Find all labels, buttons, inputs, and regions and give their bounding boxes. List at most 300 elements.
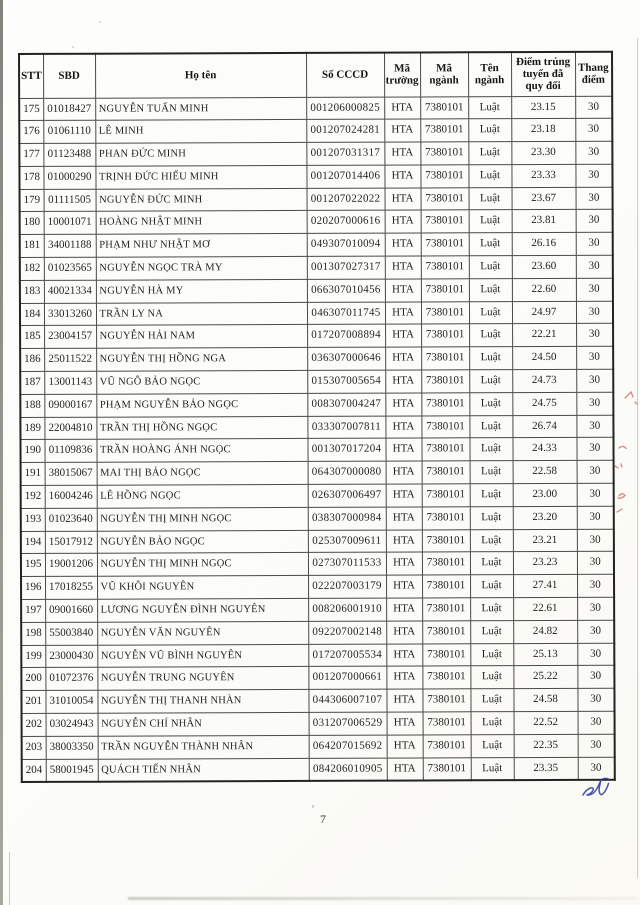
- cell-stt: 188: [20, 394, 44, 417]
- cell-diem: 22.35: [514, 734, 578, 757]
- cell-ma_truong: HTA: [386, 530, 422, 553]
- cell-stt: 193: [21, 508, 45, 531]
- column-header-ma_truong: Mã trường: [384, 52, 420, 96]
- cell-ma_nganh: 7380101: [423, 757, 471, 780]
- cell-stt: 182: [20, 257, 44, 280]
- cell-sbd: 17018255: [45, 576, 97, 599]
- scan-left-edge-shadow: [0, 0, 3, 905]
- cell-sbd: 01061110: [43, 121, 95, 144]
- cell-sbd: 23000430: [45, 645, 97, 668]
- cell-diem: 23.15: [511, 96, 575, 119]
- column-header-sbd: SBD: [43, 54, 95, 98]
- cell-ten_nganh: Luật: [470, 461, 513, 484]
- cell-ma_truong: HTA: [386, 575, 422, 598]
- cell-sbd: 22004810: [44, 417, 96, 440]
- cell-ten_nganh: Luật: [471, 712, 514, 735]
- cell-ten_nganh: Luật: [471, 734, 514, 757]
- table-row: [20, 187, 613, 212]
- table-row: [21, 620, 614, 645]
- cell-so_cccd: 092207002148: [308, 621, 386, 644]
- cell-stt: 197: [21, 599, 45, 622]
- cell-ho_ten: NGUYỄN HÀ MY: [96, 279, 307, 303]
- cell-ma_truong: HTA: [384, 142, 420, 165]
- cell-ma_nganh: 7380101: [421, 415, 469, 438]
- cell-so_cccd: 020207000616: [307, 211, 385, 234]
- cell-ho_ten: NGUYỄN VĂN NGUYÊN: [97, 621, 308, 645]
- cell-so_cccd: 044306007107: [308, 689, 386, 712]
- cell-diem: 24.82: [513, 620, 577, 643]
- cell-stt: 176: [19, 121, 43, 144]
- table-row: [21, 506, 614, 531]
- scan-bottom-smudge: [128, 897, 636, 900]
- cell-sbd: 34001188: [44, 234, 96, 257]
- cell-so_cccd: 001207024281: [306, 119, 384, 142]
- cell-diem: 22.52: [514, 711, 578, 734]
- cell-ma_truong: HTA: [386, 552, 422, 575]
- cell-ma_truong: HTA: [386, 689, 422, 712]
- table-row: [21, 643, 614, 668]
- cell-diem: 25.22: [513, 666, 577, 689]
- cell-so_cccd: 046307011745: [307, 302, 385, 325]
- cell-stt: 204: [22, 759, 46, 782]
- cell-sbd: 01111505: [44, 189, 96, 212]
- cell-sbd: 33013260: [44, 303, 96, 326]
- cell-ma_nganh: 7380101: [422, 598, 470, 621]
- cell-thang_diem: 30: [576, 324, 613, 347]
- cell-ten_nganh: Luật: [470, 506, 513, 529]
- cell-thang_diem: 30: [575, 141, 612, 164]
- cell-so_cccd: 033307007811: [307, 416, 385, 439]
- cell-diem: 23.81: [512, 210, 576, 233]
- cell-diem: 23.00: [513, 483, 577, 506]
- cell-ma_nganh: 7380101: [421, 370, 469, 393]
- cell-ten_nganh: Luật: [469, 370, 512, 393]
- cell-ten_nganh: Luật: [469, 392, 512, 415]
- cell-stt: 191: [21, 463, 45, 486]
- cell-sbd: 01109836: [44, 440, 96, 463]
- cell-ho_ten: LƯƠNG NGUYỄN ĐÌNH NGUYÊN: [97, 598, 308, 622]
- cell-ma_nganh: 7380101: [422, 689, 470, 712]
- cell-so_cccd: 038307000984: [308, 507, 386, 530]
- cell-sbd: 15017912: [45, 531, 97, 554]
- table-row: [20, 278, 613, 303]
- cell-ma_nganh: 7380101: [422, 666, 470, 689]
- table-row: [21, 574, 614, 599]
- cell-sbd: 01023640: [45, 508, 97, 531]
- cell-stt: 177: [19, 143, 43, 166]
- cell-so_cccd: 027307011533: [308, 553, 386, 576]
- cell-ten_nganh: Luật: [469, 256, 512, 279]
- table-row: [20, 438, 613, 463]
- cell-thang_diem: 30: [576, 415, 613, 438]
- cell-stt: 189: [20, 417, 44, 440]
- cell-ten_nganh: Luật: [469, 278, 512, 301]
- cell-so_cccd: 001207014406: [306, 165, 384, 188]
- table-row: [21, 460, 614, 485]
- cell-ho_ten: TRỊNH ĐỨC HIẾU MINH: [95, 165, 306, 189]
- cell-sbd: 01000290: [43, 166, 95, 189]
- cell-stt: 195: [21, 554, 45, 577]
- cell-ten_nganh: Luật: [469, 438, 512, 461]
- table-row: [19, 141, 612, 166]
- table-row: [20, 415, 613, 440]
- table-row: [20, 232, 613, 257]
- table-row: [21, 688, 614, 713]
- table-row: [20, 324, 613, 349]
- cell-thang_diem: 30: [577, 620, 614, 643]
- cell-so_cccd: 022207003179: [308, 575, 386, 598]
- cell-stt: 198: [21, 622, 45, 645]
- cell-thang_diem: 30: [576, 301, 613, 324]
- cell-sbd: 01123488: [43, 143, 95, 166]
- cell-so_cccd: 036307000646: [307, 347, 385, 370]
- cell-ho_ten: PHẠM NGUYỄN BẢO NGỌC: [96, 393, 307, 417]
- cell-so_cccd: 001207000661: [308, 667, 386, 690]
- cell-so_cccd: 064307000080: [308, 461, 386, 484]
- cell-thang_diem: 30: [577, 552, 614, 575]
- cell-thang_diem: 30: [576, 369, 613, 392]
- cell-ma_truong: HTA: [385, 438, 421, 461]
- cell-ten_nganh: Luật: [468, 119, 511, 142]
- cell-diem: 25.13: [513, 643, 577, 666]
- cell-diem: 23.33: [511, 164, 575, 187]
- cell-sbd: 25011522: [44, 348, 96, 371]
- admission-results-table-wrap: [18, 51, 614, 784]
- cell-ma_nganh: 7380101: [421, 393, 469, 416]
- scan-left-edge-line: [9, 852, 11, 905]
- cell-ma_nganh: 7380101: [421, 279, 469, 302]
- cell-ho_ten: NGUYỄN TRUNG NGUYÊN: [97, 667, 308, 691]
- cell-ho_ten: MAI THỊ BẢO NGỌC: [97, 462, 308, 486]
- cell-thang_diem: 30: [576, 232, 613, 255]
- cell-stt: 199: [21, 645, 45, 668]
- cell-so_cccd: 026307006497: [308, 484, 386, 507]
- cell-ma_truong: HTA: [385, 279, 421, 302]
- cell-sbd: 01072376: [45, 668, 97, 691]
- column-header-stt: STT: [19, 54, 43, 98]
- page-number: 7: [320, 812, 326, 826]
- cell-stt: 190: [20, 440, 44, 463]
- cell-ma_nganh: 7380101: [420, 142, 468, 165]
- cell-ma_truong: HTA: [386, 598, 422, 621]
- cell-ho_ten: TRẦN THỊ HỒNG NGỌC: [96, 416, 307, 440]
- cell-ho_ten: NGUYỄN THỊ MINH NGỌC: [97, 553, 308, 577]
- cell-ho_ten: PHẠM NHƯ NHẬT MƠ: [96, 234, 307, 258]
- cell-ho_ten: TRẦN LY NA: [96, 302, 307, 326]
- cell-stt: 200: [21, 668, 45, 691]
- cell-ma_truong: HTA: [387, 758, 423, 781]
- table-row: [21, 529, 614, 554]
- cell-ma_nganh: 7380101: [421, 301, 469, 324]
- cell-stt: 175: [19, 98, 43, 121]
- cell-thang_diem: 30: [575, 119, 612, 142]
- cell-thang_diem: 30: [577, 483, 614, 506]
- cell-ma_nganh: 7380101: [421, 187, 469, 210]
- cell-so_cccd: 066307010456: [307, 279, 385, 302]
- cell-ten_nganh: Luật: [470, 643, 513, 666]
- cell-ma_nganh: 7380101: [421, 438, 469, 461]
- cell-stt: 180: [20, 212, 44, 235]
- cell-sbd: 09000167: [44, 394, 96, 417]
- cell-diem: 24.50: [512, 347, 576, 370]
- cell-ho_ten: NGUYỄN BẢO NGỌC: [97, 530, 308, 554]
- cell-so_cccd: 025307009611: [308, 530, 386, 553]
- cell-ma_truong: HTA: [385, 302, 421, 325]
- cell-ma_nganh: 7380101: [422, 529, 470, 552]
- cell-diem: 23.30: [511, 141, 575, 164]
- cell-ma_truong: HTA: [385, 416, 421, 439]
- cell-ma_nganh: 7380101: [421, 324, 469, 347]
- cell-thang_diem: 30: [576, 187, 613, 210]
- cell-so_cccd: 031207006529: [309, 712, 387, 735]
- cell-ma_truong: HTA: [385, 370, 421, 393]
- cell-thang_diem: 30: [577, 574, 614, 597]
- column-header-so_cccd: Số CCCD: [306, 53, 384, 97]
- cell-diem: 22.58: [513, 461, 577, 484]
- table-row: [22, 757, 615, 783]
- cell-ten_nganh: Luật: [470, 689, 513, 712]
- cell-ma_nganh: 7380101: [423, 712, 471, 735]
- column-header-ten_nganh: Tên ngành: [468, 52, 511, 96]
- cell-sbd: 01018427: [43, 98, 95, 121]
- cell-ho_ten: TRẦN NGUYỄN THÀNH NHÂN: [98, 735, 309, 759]
- cell-so_cccd: 015307005654: [307, 370, 385, 393]
- cell-stt: 202: [22, 713, 46, 736]
- cell-diem: 23.23: [513, 552, 577, 575]
- scan-speck: [99, 21, 101, 23]
- cell-ma_truong: HTA: [386, 461, 422, 484]
- column-header-thang_diem: Thang điểm: [575, 52, 612, 96]
- table-row: [20, 392, 613, 417]
- cell-ma_truong: HTA: [386, 666, 422, 689]
- cell-thang_diem: 30: [576, 438, 613, 461]
- cell-diem: 27.41: [513, 575, 577, 598]
- cell-thang_diem: 30: [576, 346, 613, 369]
- cell-thang_diem: 30: [577, 643, 614, 666]
- cell-thang_diem: 30: [578, 734, 615, 757]
- cell-thang_diem: 30: [575, 164, 612, 187]
- cell-diem: 24.58: [513, 689, 577, 712]
- cell-ho_ten: NGUYỄN CHÍ NHÂN: [98, 712, 309, 736]
- table-row: [19, 96, 612, 121]
- margin-handwriting-marks-ink: [610, 386, 640, 536]
- cell-diem: 22.61: [513, 597, 577, 620]
- cell-sbd: 58001945: [46, 759, 98, 782]
- cell-diem: 23.20: [513, 506, 577, 529]
- cell-stt: 185: [20, 326, 44, 349]
- cell-thang_diem: 30: [577, 529, 614, 552]
- cell-ho_ten: NGUYỄN ĐỨC MINH: [96, 188, 307, 212]
- cell-ma_nganh: 7380101: [420, 165, 468, 188]
- cell-ma_nganh: 7380101: [422, 643, 470, 666]
- table-row: [21, 597, 614, 622]
- table-row: [22, 711, 615, 736]
- table-row: [20, 346, 613, 371]
- table-row: [19, 119, 612, 144]
- cell-ten_nganh: Luật: [470, 484, 513, 507]
- cell-ho_ten: QUÁCH TIẾN NHÂN: [98, 758, 309, 782]
- cell-ho_ten: NGUYỄN THỊ HỒNG NGA: [96, 348, 307, 372]
- table-row: [20, 210, 613, 235]
- cell-ten_nganh: Luật: [468, 96, 511, 119]
- scan-speck: [72, 46, 74, 48]
- header-row: [19, 52, 612, 98]
- cell-ho_ten: NGUYỄN HẢI NAM: [96, 325, 307, 349]
- cell-so_cccd: 001307017204: [307, 439, 385, 462]
- cell-ma_truong: HTA: [384, 119, 420, 142]
- cell-sbd: 55003840: [45, 622, 97, 645]
- cell-thang_diem: 30: [576, 392, 613, 415]
- cell-sbd: 01023565: [44, 257, 96, 280]
- cell-ma_truong: HTA: [385, 324, 421, 347]
- cell-so_cccd: 049307010094: [307, 233, 385, 256]
- cell-ma_truong: HTA: [385, 256, 421, 279]
- cell-ten_nganh: Luật: [470, 598, 513, 621]
- cell-stt: 181: [20, 235, 44, 258]
- cell-diem: 23.35: [514, 757, 578, 781]
- cell-stt: 201: [21, 691, 45, 714]
- cell-so_cccd: 084206010905: [309, 758, 387, 782]
- cell-thang_diem: 30: [576, 255, 613, 278]
- cell-ma_truong: HTA: [386, 644, 422, 667]
- table-row: [20, 255, 613, 280]
- cell-stt: 187: [20, 371, 44, 394]
- cell-diem: 23.67: [512, 187, 576, 210]
- cell-diem: 22.60: [512, 278, 576, 301]
- cell-ma_truong: HTA: [387, 735, 423, 758]
- cell-so_cccd: 008307004247: [307, 393, 385, 416]
- cell-ho_ten: NGUYỄN THỊ MINH NGỌC: [97, 507, 308, 531]
- table-row: [20, 369, 613, 394]
- cell-diem: 26.16: [512, 233, 576, 256]
- cell-stt: 192: [21, 485, 45, 508]
- cell-diem: 22.21: [512, 324, 576, 347]
- cell-ten_nganh: Luật: [469, 187, 512, 210]
- cell-ma_truong: HTA: [385, 347, 421, 370]
- cell-diem: 23.60: [512, 255, 576, 278]
- scan-speck: [312, 805, 314, 808]
- cell-ten_nganh: Luật: [469, 210, 512, 233]
- cell-sbd: 10001071: [44, 212, 96, 235]
- cell-ho_ten: HOÀNG NHẬT MINH: [96, 211, 307, 235]
- cell-ma_nganh: 7380101: [421, 233, 469, 256]
- cell-stt: 186: [20, 349, 44, 372]
- cell-ma_truong: HTA: [386, 621, 422, 644]
- cell-ma_nganh: 7380101: [422, 461, 470, 484]
- cell-so_cccd: 001307027317: [307, 256, 385, 279]
- cell-ho_ten: NGUYỄN TUẤN MINH: [95, 97, 306, 121]
- cell-ho_ten: PHAN ĐỨC MINH: [95, 142, 306, 166]
- cell-sbd: 31010054: [45, 690, 97, 713]
- cell-sbd: 16004246: [45, 485, 97, 508]
- cell-diem: 24.33: [512, 438, 576, 461]
- cell-thang_diem: 30: [576, 278, 613, 301]
- cell-ma_truong: HTA: [385, 393, 421, 416]
- cell-ten_nganh: Luật: [470, 620, 513, 643]
- table-row: [22, 734, 615, 759]
- cell-ma_nganh: 7380101: [422, 621, 470, 644]
- cell-thang_diem: 30: [578, 711, 615, 734]
- column-header-ma_nganh: Mã ngành: [420, 52, 468, 96]
- cell-ho_ten: VŨ NGÔ BẢO NGỌC: [96, 370, 307, 394]
- cell-diem: 23.18: [511, 119, 575, 142]
- cell-diem: 24.97: [512, 301, 576, 324]
- cell-ma_nganh: 7380101: [423, 735, 471, 758]
- cell-thang_diem: 30: [577, 688, 614, 711]
- cell-thang_diem: 30: [577, 666, 614, 689]
- cell-ma_truong: HTA: [385, 233, 421, 256]
- cell-sbd: 40021334: [44, 280, 96, 303]
- cell-stt: 194: [21, 531, 45, 554]
- cell-so_cccd: 008206001910: [308, 598, 386, 621]
- cell-stt: 178: [19, 166, 43, 189]
- cell-ho_ten: NGUYỄN THỊ THANH NHÀN: [97, 690, 308, 714]
- cell-ten_nganh: Luật: [469, 233, 512, 256]
- cell-ma_nganh: 7380101: [420, 119, 468, 142]
- cell-sbd: 19001206: [45, 554, 97, 577]
- cell-thang_diem: 30: [575, 96, 612, 119]
- table-row: [19, 164, 612, 189]
- cell-ten_nganh: Luật: [468, 164, 511, 187]
- cell-diem: 23.21: [513, 529, 577, 552]
- cell-sbd: 38003350: [46, 736, 98, 759]
- cell-sbd: 38015067: [45, 462, 97, 485]
- cell-ma_truong: HTA: [385, 210, 421, 233]
- cell-ma_nganh: 7380101: [422, 484, 470, 507]
- cell-diem: 26.74: [512, 415, 576, 438]
- cell-ma_truong: HTA: [385, 188, 421, 211]
- cell-ten_nganh: Luật: [470, 552, 513, 575]
- cell-ho_ten: LÊ MINH: [95, 120, 306, 144]
- cell-ho_ten: LÊ HỒNG NGỌC: [97, 484, 308, 508]
- cell-ho_ten: VŨ KHÔI NGUYÊN: [97, 576, 308, 600]
- cell-sbd: 13001143: [44, 371, 96, 394]
- table-row: [21, 483, 614, 508]
- cell-stt: 179: [20, 189, 44, 212]
- cell-ma_nganh: 7380101: [421, 347, 469, 370]
- cell-ten_nganh: Luật: [470, 529, 513, 552]
- table-row: [21, 666, 614, 691]
- cell-so_cccd: 001206000825: [306, 97, 384, 120]
- column-header-ho_ten: Họ tên: [95, 53, 306, 98]
- cell-ten_nganh: Luật: [469, 301, 512, 324]
- cell-stt: 203: [22, 736, 46, 759]
- cell-ma_truong: HTA: [386, 507, 422, 530]
- cell-ma_nganh: 7380101: [420, 96, 468, 119]
- cell-so_cccd: 001207022022: [307, 188, 385, 211]
- cell-sbd: 03024943: [46, 713, 98, 736]
- cell-sbd: 23004157: [44, 326, 96, 349]
- cell-ma_truong: HTA: [387, 712, 423, 735]
- cell-ho_ten: NGUYỄN NGỌC TRÀ MY: [96, 256, 307, 280]
- cell-stt: 183: [20, 280, 44, 303]
- cell-ma_nganh: 7380101: [422, 552, 470, 575]
- signature-initials-ink: [581, 777, 619, 805]
- cell-ten_nganh: Luật: [469, 347, 512, 370]
- cell-ma_nganh: 7380101: [421, 256, 469, 279]
- table-row: [21, 552, 614, 577]
- cell-ho_ten: TRẦN HOÀNG ÁNH NGỌC: [96, 439, 307, 463]
- cell-diem: 24.75: [512, 392, 576, 415]
- cell-stt: 196: [21, 577, 45, 600]
- cell-so_cccd: 017207005534: [308, 644, 386, 667]
- cell-thang_diem: 30: [577, 460, 614, 483]
- cell-thang_diem: 30: [577, 506, 614, 529]
- admission-results-table: [18, 51, 616, 784]
- cell-ma_truong: HTA: [384, 165, 420, 188]
- column-header-diem: Điểm trúng tuyển đã quy đổi: [511, 52, 575, 96]
- cell-ten_nganh: Luật: [468, 142, 511, 165]
